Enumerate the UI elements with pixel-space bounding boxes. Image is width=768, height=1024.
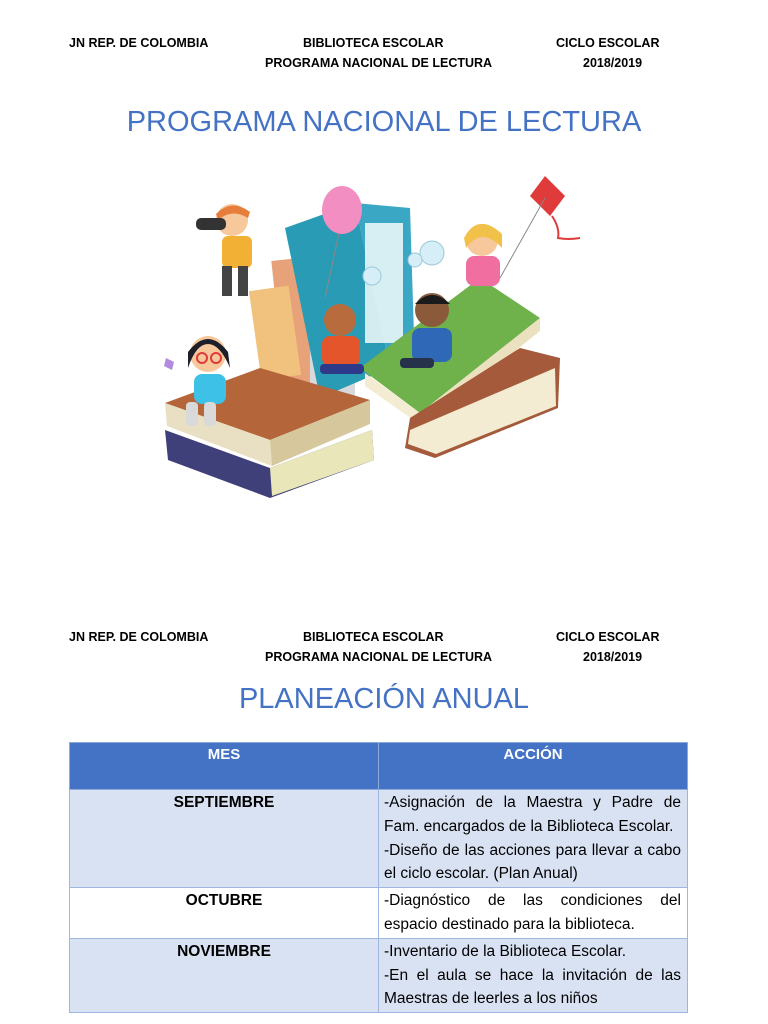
page-header-2 <box>0 630 768 670</box>
annual-plan-table <box>69 742 688 1013</box>
header-school: JN REP. DE COLOMBIA <box>69 630 209 644</box>
month-cell: OCTUBRE <box>70 888 379 939</box>
header-cycle-year: 2018/2019 <box>583 56 643 70</box>
section-title: PLANEACIÓN ANUAL <box>238 683 530 715</box>
table-row <box>70 888 688 939</box>
action-cell <box>379 938 688 1012</box>
header-library: BIBLIOTECA ESCOLAR <box>303 36 444 50</box>
header-library: BIBLIOTECA ESCOLAR <box>303 630 444 644</box>
header-school: JN REP. DE COLOMBIA <box>69 36 209 50</box>
header-cycle-label: CICLO ESCOLAR <box>556 630 660 644</box>
header-program: PROGRAMA NACIONAL DE LECTURA <box>265 650 493 664</box>
page-header <box>0 36 768 76</box>
table-row <box>70 790 688 888</box>
header-cycle-label: CICLO ESCOLAR <box>556 36 660 50</box>
action-item: -Inventario de la Biblioteca Escolar. <box>384 942 627 960</box>
butterfly-icon <box>164 358 174 370</box>
action-cell <box>379 790 688 888</box>
kite-icon <box>530 176 565 216</box>
action-item: -Asignación de la Maestra y Padre de Fam. encargados de la Biblioteca Escolar. <box>384 794 681 835</box>
month-cell: SEPTIEMBRE <box>70 790 379 888</box>
binoculars-icon <box>196 218 226 230</box>
table-row <box>70 938 688 1012</box>
page-title: PROGRAMA NACIONAL DE LECTURA <box>126 106 642 138</box>
action-item: -Diseño de las acciones para llevar a cabo el ciclo escolar. (Plan Anual) <box>384 841 681 883</box>
action-item: -Diagnóstico de las condiciones del espacio destinado para la biblioteca. <box>384 892 681 933</box>
action-cell <box>379 888 688 939</box>
month-cell: NOVIEMBRE <box>70 938 379 1012</box>
children-reading-illustration <box>160 168 590 508</box>
header-cycle-year: 2018/2019 <box>583 650 643 664</box>
column-header-month: MES <box>70 743 379 790</box>
balloon-icon <box>322 186 362 234</box>
column-header-action: ACCIÓN <box>379 743 688 790</box>
action-item: -En el aula se hace la invitación de las Maestras de leerles a los niños <box>384 966 681 1008</box>
header-program: PROGRAMA NACIONAL DE LECTURA <box>265 56 493 70</box>
